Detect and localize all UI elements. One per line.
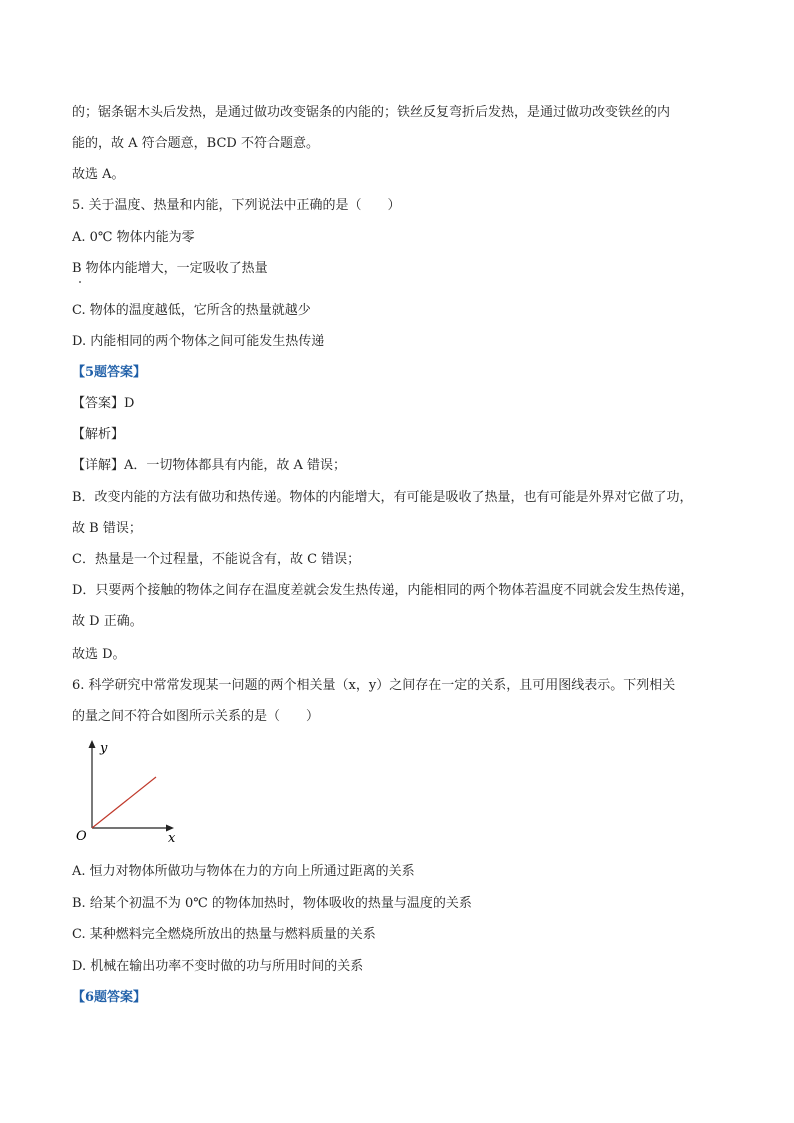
option-a: A. 恒力对物体所做功与物体在力的方向上所通过距离的关系 [72,864,415,879]
option-b: B 物体内能增大，一定吸收了热量 [72,261,268,276]
stray-dot [79,281,81,283]
option-a: A. 0℃ 物体内能为零 [72,230,195,245]
text-line: 故 B 错误； [72,521,142,536]
text-line: 能的，故 A 符合题意，BCD 不符合题意。 [72,136,319,151]
option-c: C. 某种燃料完全燃烧所放出的热量与燃料质量的关系 [72,927,376,942]
y-axis-arrow [89,740,96,748]
text-line: D．只要两个接触的物体之间存在温度差就会发生热传递，内能相同的两个物体若温度不同就会发生热传递， [72,583,694,598]
detail-line: 【详解】A．一切物体都具有内能，故 A 错误； [72,458,347,473]
question-6-stem: 6. 科学研究中常常发现某一问题的两个相关量（x，y）之间存在一定的关系，且可用图线表示。下列相关 [72,678,676,693]
option-d: D. 机械在输出功率不变时做的功与所用时间的关系 [72,959,364,974]
answer-heading: 【6题答案】 [72,990,147,1005]
answer-heading: 【5题答案】 [72,365,147,380]
answer-line: 【答案】D [72,396,135,411]
proportional-line [92,777,156,828]
text-line: B．改变内能的方法有做功和热传递。物体的内能增大，有可能是吸收了热量，也有可能是外界对它做了功， [72,490,693,505]
origin-label: O [76,829,87,844]
option-b: B. 给某个初温不为 0℃ 的物体加热时，物体吸收的热量与温度的关系 [72,896,472,911]
xy-graph [72,738,192,846]
question-5-stem: 5. 关于温度、热量和内能，下列说法中正确的是（ ） [72,198,401,213]
x-label: x [168,831,176,846]
text-line: 故选 D。 [72,647,126,662]
text-line: 的量之间不符合如图所示关系的是（ ） [72,709,320,724]
text-line: C．热量是一个过程量，不能说含有，故 C 错误； [72,552,361,567]
text-line: 的；锯条锯木头后发热，是通过做功改变锯条的内能的；铁丝反复弯折后发热，是通过做功改变铁丝的内 [72,105,671,120]
text-line: 故选 A。 [72,167,125,182]
option-d: D. 内能相同的两个物体之间可能发生热传递 [72,334,325,349]
y-label: y [100,741,108,756]
text-line: 故 D 正确。 [72,614,143,629]
option-c: C. 物体的温度越低，它所含的热量就越少 [72,303,311,318]
analysis-heading: 【解析】 [72,427,125,442]
